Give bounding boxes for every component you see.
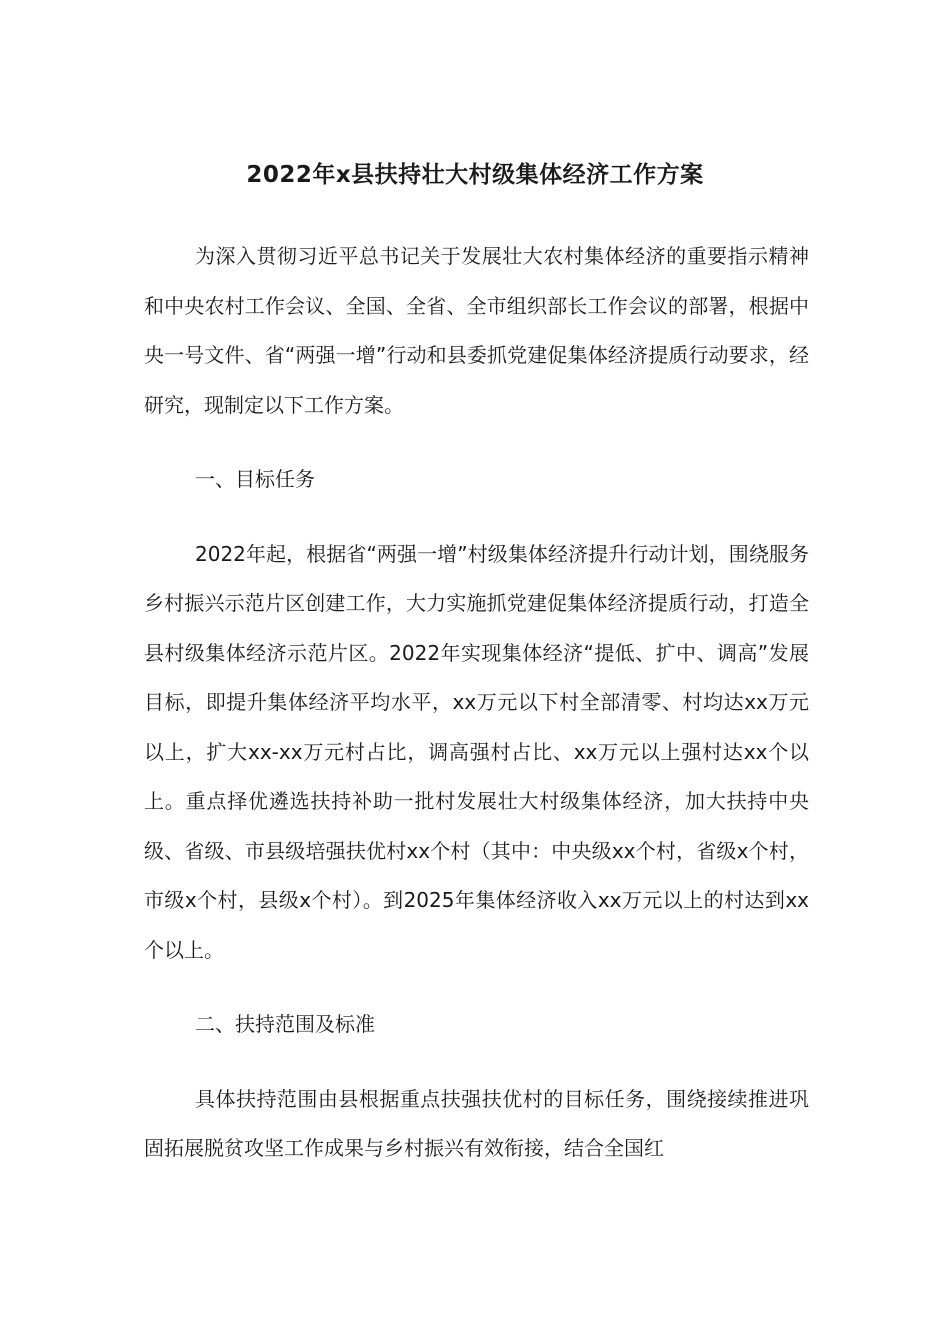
section-paragraph-goals: 2022年起，根据省“两强一增”村级集体经济提升行动计划，围绕服务乡村振兴示范片区创建工作，大力实施抓党建促集体经济提质行动，打造全县村级集体经济示范片区。2022年实现集体经济“提低、扩中、调高”发展目标，即提升集体经济平均水平，xx万元以下村全部清零、村均达xx万元以上，扩大xx-xx万元村占比，调高强村占比、xx万元以上强村达xx个以上。重点择优遴选扶持补助一批村发展壮大村级集体经济，加大扶持中央级、省级、市县级培强扶优村xx个村（其中：中央级xx个村，省级x个村，市级x个村，县级x个村）。到2025年集体经济收入xx万元以上的村达到xx个以上。 — [144, 541, 809, 962]
section-heading-scope: 二、扶持范围及标准 — [195, 1012, 375, 1036]
paragraph-spacer — [144, 505, 809, 530]
paragraph-spacer — [144, 1050, 809, 1075]
document-title: 2022年x县扶持壮大村级集体经济工作方案 — [246, 162, 704, 188]
paragraph-spacer — [144, 430, 809, 455]
paragraph-spacer — [144, 975, 809, 1000]
document-body — [144, 232, 809, 1174]
intro-paragraph: 为深入贯彻习近平总书记关于发展壮大农村集体经济的重要指示精神和中央农村工作会议、全国、全省、全市组织部长工作会议的部署，根据中央一号文件、省“两强一增”行动和县委抓党建促集体经济提质行动要求，经研究，现制定以下工作方案。 — [144, 244, 809, 417]
section-heading-goals: 一、目标任务 — [195, 467, 315, 491]
section-paragraph-scope: 具体扶持范围由县根据重点扶强扶优村的目标任务，围绕接续推进巩固拓展脱贫攻坚工作成果与乡村振兴有效衔接，结合全国红 — [144, 1086, 809, 1160]
